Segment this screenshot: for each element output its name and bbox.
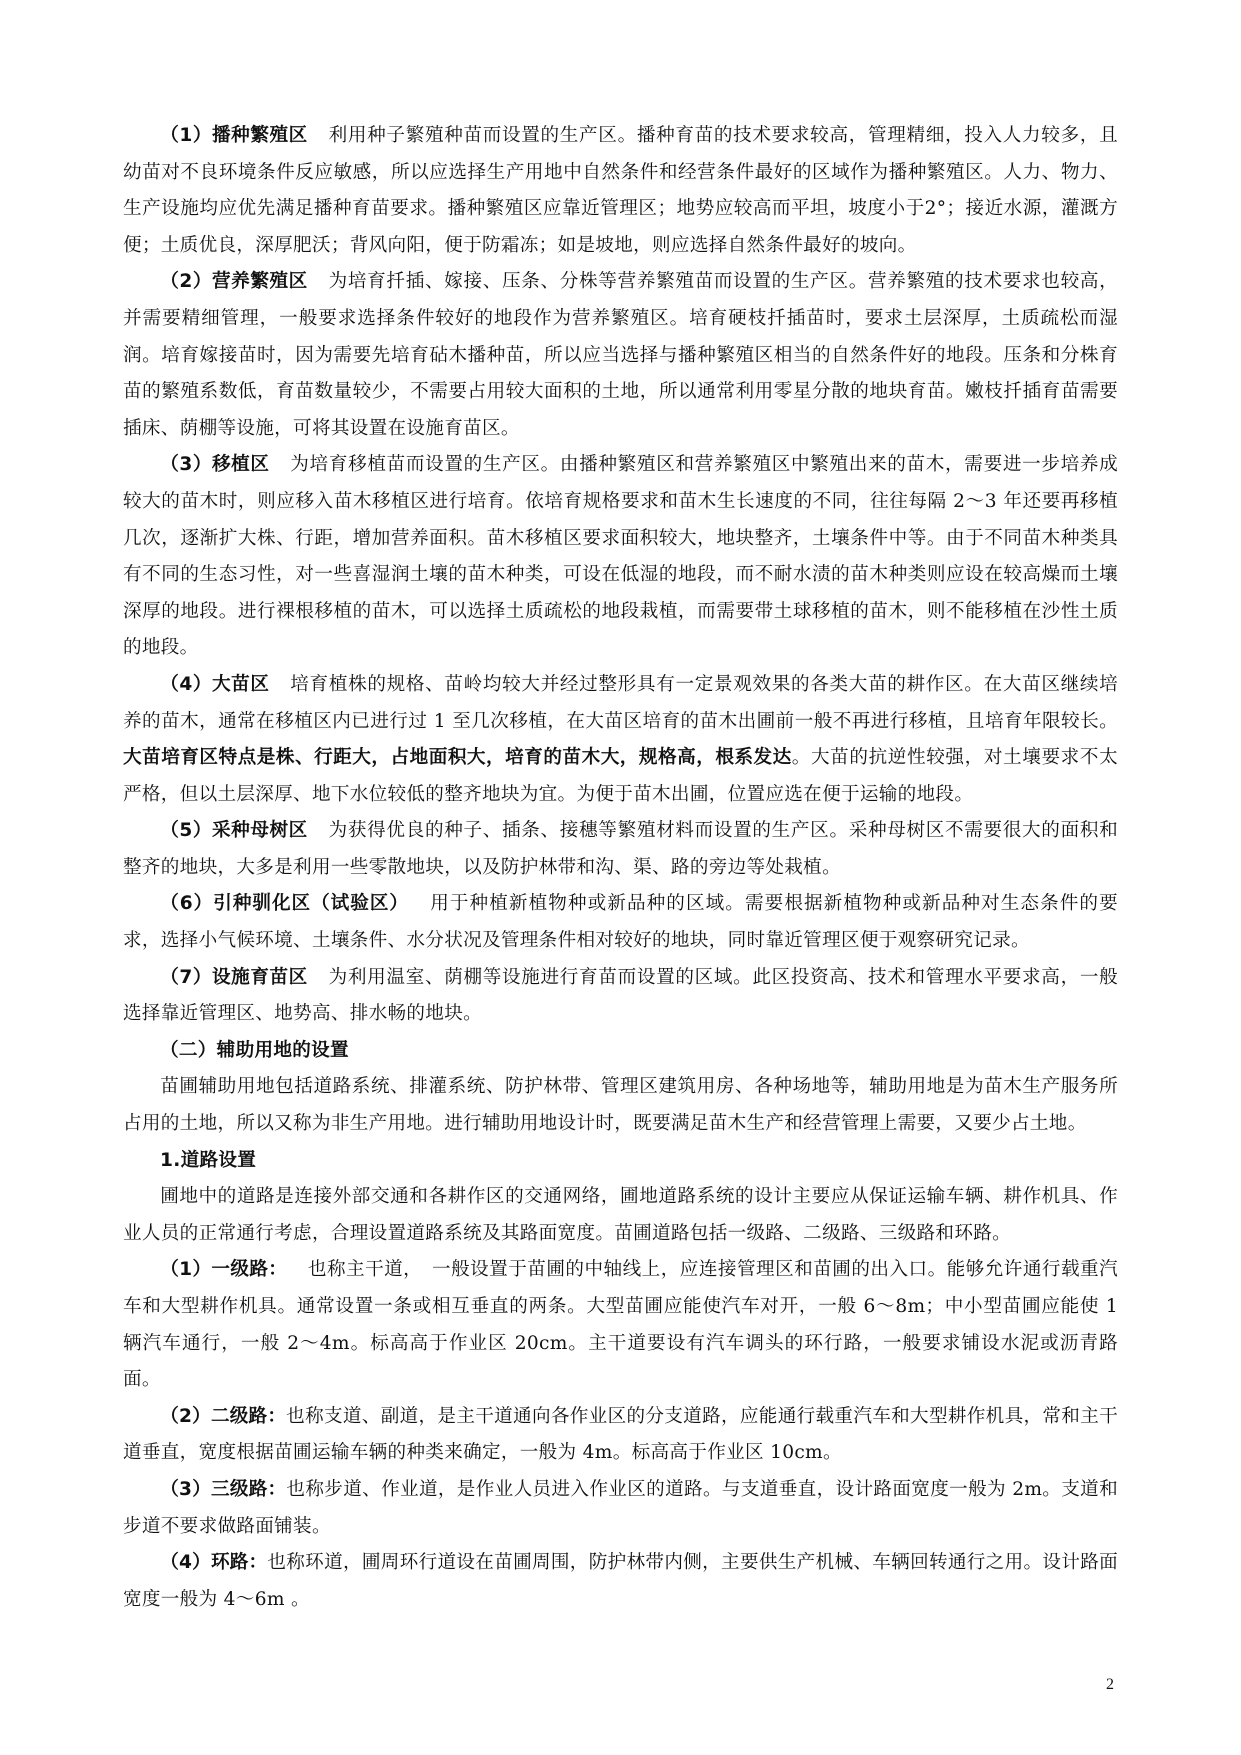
bold-large-seedling-features: 大苗培育区特点是株、行距大，占地面积大，培育的苗木大，规格高，根系发达 [123, 747, 792, 769]
text-large-seedling-tail: 。大苗的抗逆性较强，对土壤要求不太严格，但以土层深厚、地下水位较低的整齐地块为宜。为便于苗木出圃，位置应选在便于运输的地段。 [123, 747, 1118, 805]
paragraph-sowing-area [123, 118, 1118, 264]
paragraph-mother-tree-area [123, 813, 1118, 886]
paragraph-road-level-3 [123, 1472, 1118, 1545]
heading-mother-tree-area: （5）采种母树区 [160, 820, 308, 842]
heading-vegetative-area: （2）营养繁殖区 [160, 271, 308, 293]
text-road-level-1: 也称主干道， 一般设置于苗圃的中轴线上，应连接管理区和苗圃的出入口。能够允许通行载重汽车和大型耕作机具。通常设置一条或相互垂直的两条。大型苗圃应能使汽车对开，一般 6～8m；中小型苗圃应能使 1 辆汽车通行，一般 2～4m。标高高于作业区 20cm。主干道要设有汽车调头的环行路，一般要求铺设水泥或沥青路面。 [123, 1259, 1119, 1391]
paragraph-road-level-2 [123, 1399, 1118, 1472]
section-heading-auxiliary-land: （二）辅助用地的设置 [160, 1039, 349, 1061]
text-sowing-area: 利用种子繁殖种苗而设置的生产区。播种育苗的技术要求较高，管理精细，投入人力较多，且幼苗对不良环境条件反应敏感，所以应选择生产用地中自然条件和经营条件最好的区域作为播种繁殖区。人力、物力、生产设施均应优先满足播种育苗要求。播种繁殖区应靠近管理区；地势应较高而平坦，坡度小于2°；接近水源，灌溉方便；土质优良，深厚肥沃；背风向阳，便于防霜冻；如是坡地，则应选择自然条件最好的坡向。 [123, 125, 1118, 256]
paragraph-ring-road [123, 1545, 1118, 1618]
heading-sowing-area: （1）播种繁殖区 [160, 125, 308, 146]
paragraph-auxiliary-land: 苗圃辅助用地包括道路系统、排灌系统、防护林带、管理区建筑用房、各种场地等，辅助用地是为苗木生产服务所占用的土地，所以又称为非生产用地。进行辅助用地设计时，既要满足苗木生产和经营管理上需要，又要少占土地。 [123, 1076, 1118, 1135]
paragraph-roads-intro: 圃地中的道路是连接外部交通和各耕作区的交通网络，圃地道路系统的设计主要应从保证运输车辆、耕作机具、作业人员的正常通行考虑，合理设置道路系统及其路面宽度。苗圃道路包括一级路、二级路、三级路和环路。 [123, 1186, 1118, 1244]
paragraph-road-level-1 [123, 1252, 1118, 1398]
paragraph-introduction-area [123, 886, 1118, 959]
page-number: 2 [1106, 1676, 1114, 1693]
text-road-level-2: 也称支道、副道，是主干道通向各作业区的分支道路，应能通行载重汽车和大型耕作机具，常和主干道垂直，宽度根据苗圃运输车辆的种类来确定，一般为 4m。标高高于作业区 10cm。 [123, 1405, 1118, 1464]
paragraph-large-seedling-area [123, 667, 1118, 813]
heading-ring-road: （4）环路： [160, 1552, 268, 1574]
text-vegetative-area: 为培育扦插、嫁接、压条、分株等营养繁殖苗而设置的生产区。营养繁殖的技术要求也较高，并需要精细管理，一般要求选择条件较好的地段作为营养繁殖区。培育硬枝扦插苗时，要求土层深厚，土质疏松而湿润。培育嫁接苗时，因为需要先培育砧木播种苗，所以应当选择与播种繁殖区相当的自然条件好的地段。压条和分株育苗的繁殖系数低，育苗数量较少，不需要占用较大面积的土地，所以通常利用零星分散的地块育苗。嫩枝扦插育苗需要插床、荫棚等设施，可将其设置在设施育苗区。 [123, 271, 1118, 439]
document-body [123, 118, 1118, 1618]
text-transplant-area: 为培育移植苗而设置的生产区。由播种繁殖区和营养繁殖区中繁殖出来的苗木，需要进一步培养成较大的苗木时，则应移入苗木移植区进行培育。依培育规格要求和苗木生长速度的不同，往往每隔 2～3 年还要再移植几次，逐渐扩大株、行距，增加营养面积。苗木移植区要求面积较大，地块整齐，土壤条件中等。由于不同苗木种类具有不同的生态习性，对一些喜湿润土壤的苗木种类，可设在低湿的地段，而不耐水渍的苗木种类则应设在较高燥而土壤深厚的地段。进行裸根移植的苗木，可以选择土质疏松的地段栽植，而需要带土球移植的苗木，则不能移植在沙性土质的地段。 [123, 454, 1119, 659]
heading-road-level-3: （3）三级路： [160, 1478, 287, 1500]
text-ring-road: 也称环道，圃周环行道设在苗圃周围，防护林带内侧，主要供生产机械、车辆回转通行之用。设计路面宽度一般为 4～6m 。 [123, 1552, 1118, 1610]
subsection-heading-roads: 1.道路设置 [160, 1149, 257, 1171]
heading-large-seedling-area: （4）大苗区 [160, 673, 270, 695]
heading-road-level-2: （2）二级路： [160, 1405, 287, 1427]
paragraph-vegetative-area [123, 264, 1118, 447]
text-large-seedling-area: 培育植株的规格、苗岭均较大并经过整形具有一定景观效果的各类大苗的耕作区。在大苗区继续培养的苗木，通常在移植区内已进行过 1 至几次移植，在大苗区培育的苗木出圃前一般不再进行移植，且培育年限较长。 [123, 673, 1119, 732]
heading-introduction-area: （6）引种驯化区（试验区） [160, 893, 409, 915]
paragraph-facility-area [123, 960, 1118, 1033]
heading-facility-area: （7）设施育苗区 [160, 966, 308, 988]
text-facility-area: 为利用温室、荫棚等设施进行育苗而设置的区域。此区投资高、技术和管理水平要求高，一般选择靠近管理区、地势高、排水畅的地块。 [123, 966, 1118, 1025]
text-mother-tree-area: 为获得优良的种子、插条、接穗等繁殖材料而设置的生产区。采种母树区不需要很大的面积和整齐的地块，大多是利用一些零散地块，以及防护林带和沟、渠、路的旁边等处栽植。 [123, 820, 1118, 878]
paragraph-transplant-area [123, 447, 1118, 667]
text-road-level-3: 也称步道、作业道，是作业人员进入作业区的道路。与支道垂直，设计路面宽度一般为 2m。支道和步道不要求做路面铺装。 [123, 1478, 1119, 1537]
text-introduction-area: 用于种植新植物种或新品种的区域。需要根据新植物种或新品种对生态条件的要求，选择小气候环境、土壤条件、水分状况及管理条件相对较好的地块，同时靠近管理区便于观察研究记录。 [123, 893, 1118, 952]
heading-road-level-1: （1）一级路： [160, 1259, 288, 1281]
heading-transplant-area: （3）移植区 [160, 454, 270, 476]
